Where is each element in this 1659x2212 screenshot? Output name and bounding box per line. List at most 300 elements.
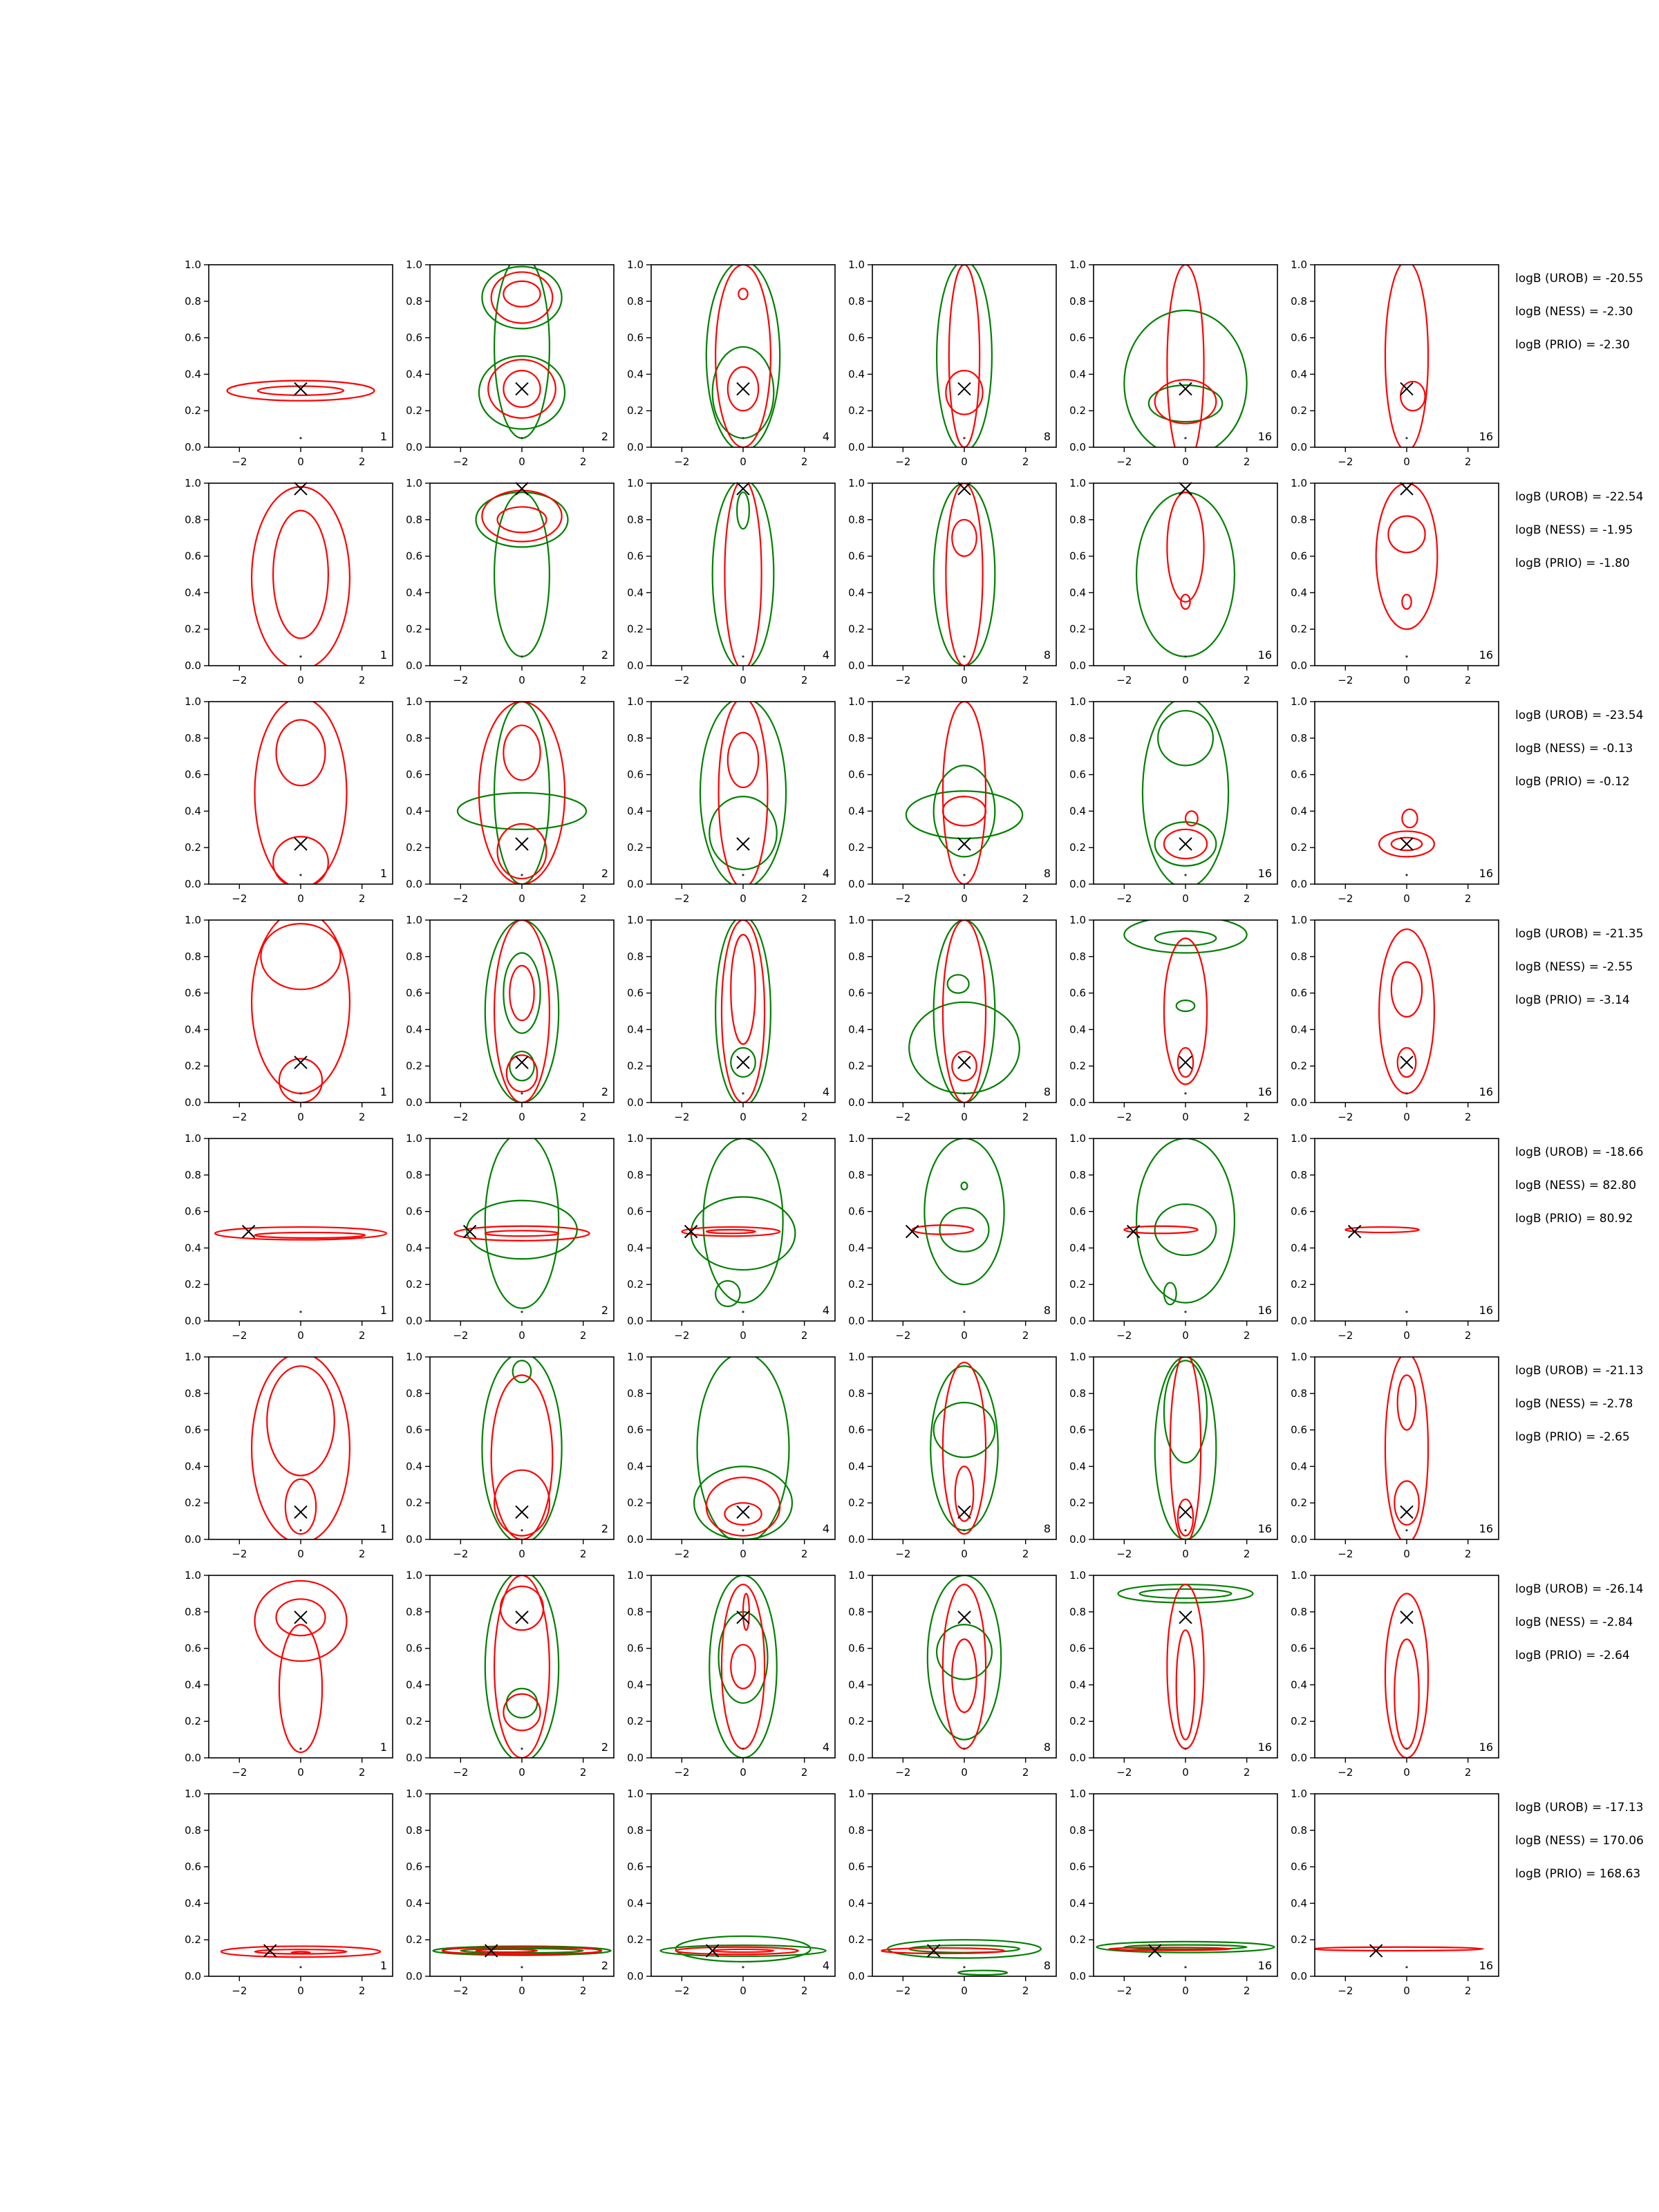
corner-label: 2 [601, 1304, 608, 1317]
x-marker [737, 1056, 749, 1069]
x-tick-label: 0 [961, 674, 968, 686]
y-tick-label: 0.2 [185, 841, 201, 854]
panel-contours [479, 256, 565, 440]
y-tick-label: 0.2 [848, 404, 865, 418]
reference-dot [963, 1311, 965, 1313]
y-tick-label: 0.6 [627, 1642, 644, 1655]
y-tick-label: 1.0 [1291, 1788, 1307, 1800]
y-tick-label: 1.0 [627, 259, 644, 271]
logb-score: logB (NESS) = -2.84 [1515, 1615, 1633, 1629]
logb-score: logB (PRIO) = -0.12 [1515, 775, 1630, 789]
x-tick-label: −2 [232, 1985, 247, 1997]
panel-frame [651, 702, 835, 884]
x-tick-label: −2 [1116, 1985, 1132, 1997]
y-tick-label: 0.4 [627, 805, 644, 818]
x-tick-label: −2 [232, 1111, 247, 1123]
green-contour [958, 1971, 1007, 1975]
red-contour [1398, 1375, 1416, 1430]
y-tick-label: 0.8 [1291, 1605, 1307, 1618]
x-tick-label: −2 [1338, 456, 1353, 468]
red-contour [1177, 1630, 1195, 1739]
red-contour [719, 698, 768, 888]
x-tick-label: −2 [1116, 1766, 1132, 1779]
y-tick-label: 0.8 [848, 513, 865, 526]
y-tick-label: 0.6 [627, 986, 644, 1000]
x-marker [294, 838, 307, 850]
y-tick-label: 0.4 [627, 586, 644, 599]
x-tick-label: 2 [358, 674, 366, 686]
x-tick-label: −2 [232, 456, 247, 468]
panel-contours [715, 917, 771, 1107]
y-tick-label: 0.0 [1069, 878, 1086, 890]
y-tick-label: 0.8 [406, 950, 422, 963]
panel-contours [1379, 929, 1434, 1094]
y-tick-label: 0.2 [185, 1278, 201, 1291]
y-tick-label: 0.2 [1291, 623, 1307, 636]
y-tick-label: 0.0 [627, 878, 644, 890]
red-contour [949, 265, 980, 447]
x-tick-label: 0 [740, 674, 747, 686]
panel-contours [252, 911, 350, 1103]
y-tick-label: 0.2 [406, 1060, 422, 1073]
y-tick-label: 0.6 [1291, 768, 1307, 781]
red-contour [255, 698, 347, 888]
y-tick-label: 0.2 [848, 1933, 865, 1947]
y-tick-label: 1.0 [1069, 1788, 1086, 1800]
x-tick-label: 0 [740, 892, 747, 905]
y-tick-label: 0.8 [1291, 1824, 1307, 1837]
x-tick-label: 2 [358, 1329, 366, 1342]
x-tick-label: −2 [1116, 892, 1132, 905]
y-tick-label: 0.4 [406, 1678, 422, 1691]
logb-score: logB (NESS) = -0.13 [1515, 742, 1633, 756]
panel-contours [713, 480, 774, 670]
x-tick-label: 2 [1464, 456, 1472, 468]
x-tick-label: 0 [297, 1111, 304, 1123]
logb-score: logB (UROB) = -22.54 [1515, 490, 1644, 504]
x-tick-label: −2 [895, 456, 911, 468]
y-tick-label: 1.0 [1069, 1351, 1086, 1363]
green-contour [697, 1353, 789, 1544]
y-tick-label: 1.0 [1069, 695, 1086, 708]
x-tick-label: 0 [961, 456, 968, 468]
y-tick-label: 0.0 [1069, 1970, 1086, 1983]
x-tick-label: −2 [1338, 892, 1353, 905]
y-tick-label: 1.0 [185, 259, 201, 271]
reference-dot [299, 1966, 301, 1968]
corner-label: 16 [1479, 1304, 1493, 1317]
x-marker [958, 482, 971, 495]
y-tick-label: 0.2 [1291, 1933, 1307, 1947]
y-tick-label: 0.0 [1069, 1315, 1086, 1327]
y-tick-label: 0.6 [627, 1423, 644, 1436]
y-tick-label: 0.2 [848, 623, 865, 636]
panel-r7-c2 [406, 1569, 614, 1779]
y-tick-label: 0.2 [848, 841, 865, 854]
green-contour [485, 1572, 559, 1762]
y-tick-label: 0.8 [627, 1168, 644, 1181]
x-tick-label: 2 [1243, 456, 1250, 468]
x-tick-label: 0 [961, 1985, 968, 1997]
y-tick-label: 0.6 [406, 331, 422, 344]
y-tick-label: 0.4 [185, 1023, 201, 1036]
y-tick-label: 0.4 [406, 805, 422, 818]
y-tick-label: 0.8 [1069, 294, 1086, 308]
green-contour [1118, 1584, 1253, 1602]
corner-label: 2 [601, 430, 608, 443]
x-tick-label: −2 [895, 1766, 911, 1779]
x-tick-label: −2 [895, 674, 911, 686]
panel-r8-c6 [1291, 1788, 1499, 1997]
red-contour [1155, 379, 1217, 423]
x-tick-label: 0 [1182, 674, 1189, 686]
red-contour [1379, 929, 1434, 1094]
corner-label: 4 [822, 430, 830, 443]
panel-contours [1379, 809, 1434, 877]
y-tick-label: 0.4 [406, 586, 422, 599]
green-contour [507, 1689, 537, 1718]
y-tick-label: 1.0 [627, 1569, 644, 1582]
y-tick-label: 0.0 [406, 1752, 422, 1764]
red-contour [252, 1353, 350, 1544]
y-tick-label: 1.0 [627, 1351, 644, 1363]
x-tick-label: −2 [674, 892, 690, 905]
y-tick-label: 0.8 [185, 731, 201, 744]
logb-score: logB (PRIO) = -3.14 [1515, 993, 1630, 1007]
x-marker [958, 383, 971, 395]
x-tick-label: 2 [1022, 1111, 1029, 1123]
panel-contours [930, 1362, 998, 1534]
corner-label: 1 [379, 648, 387, 662]
green-contour [940, 1208, 989, 1251]
y-tick-label: 1.0 [627, 477, 644, 489]
y-tick-label: 1.0 [1069, 259, 1086, 271]
x-tick-label: 0 [1403, 456, 1410, 468]
panel-contours [1096, 1942, 1274, 1969]
y-tick-label: 0.0 [406, 441, 422, 453]
panel-r6-c1 [185, 1351, 393, 1560]
y-tick-label: 0.8 [848, 950, 865, 963]
reference-dot [742, 437, 744, 439]
y-tick-label: 0.6 [848, 550, 865, 563]
y-tick-label: 0.8 [185, 513, 201, 526]
y-tick-label: 0.8 [406, 1168, 422, 1181]
red-contour [943, 1584, 986, 1749]
corner-label: 2 [601, 1959, 608, 1972]
red-contour [675, 1947, 798, 1955]
x-marker [1400, 482, 1413, 495]
panel-frame [651, 265, 835, 447]
corner-label: 8 [1043, 1522, 1051, 1535]
x-tick-label: 2 [1243, 1985, 1250, 1997]
reference-dot [963, 655, 965, 657]
reference-dot [1405, 1092, 1407, 1094]
y-tick-label: 1.0 [1291, 914, 1307, 926]
y-tick-label: 0.6 [1291, 1205, 1307, 1218]
panel-frame [430, 1138, 614, 1321]
panel-frame [1094, 483, 1277, 666]
panel-r6-c2 [406, 1351, 614, 1560]
red-contour [255, 1232, 366, 1238]
x-tick-label: 0 [1403, 1985, 1410, 1997]
y-tick-label: 0.2 [1069, 623, 1086, 636]
corner-label: 2 [601, 648, 608, 662]
green-contour [928, 1575, 1001, 1740]
x-tick-label: −2 [1116, 1111, 1132, 1123]
y-tick-label: 0.2 [1069, 404, 1086, 418]
panel-r1-c4 [848, 259, 1056, 468]
x-tick-label: 0 [961, 1329, 968, 1342]
x-tick-label: 0 [1403, 1548, 1410, 1560]
panel-r6-c3 [627, 1351, 835, 1560]
logb-score: logB (PRIO) = 80.92 [1515, 1212, 1633, 1226]
y-tick-label: 0.8 [185, 1387, 201, 1400]
y-tick-label: 0.6 [1291, 1860, 1307, 1873]
y-tick-label: 1.0 [406, 1132, 422, 1145]
x-tick-label: 0 [740, 1329, 747, 1342]
logb-score: logB (PRIO) = -2.65 [1515, 1430, 1630, 1444]
panel-r8-c4 [848, 1788, 1056, 1997]
y-tick-label: 0.6 [848, 1423, 865, 1436]
x-tick-label: −2 [232, 1329, 247, 1342]
y-tick-label: 0.0 [185, 1315, 201, 1327]
red-contour [1312, 1947, 1483, 1951]
y-tick-label: 0.0 [627, 1096, 644, 1109]
reference-dot [521, 1966, 523, 1968]
y-tick-label: 0.2 [1291, 1497, 1307, 1510]
red-contour [1391, 962, 1422, 1017]
y-tick-label: 0.6 [848, 1860, 865, 1873]
panel-r7-c3 [627, 1569, 835, 1779]
panel-contours [1385, 261, 1428, 451]
y-tick-label: 0.8 [848, 731, 865, 744]
red-contour [454, 1226, 589, 1241]
y-tick-label: 0.2 [185, 404, 201, 418]
y-tick-label: 0.6 [406, 1860, 422, 1873]
corner-label: 1 [379, 430, 387, 443]
x-tick-label: 0 [297, 674, 304, 686]
x-tick-label: −2 [1116, 674, 1132, 686]
red-contour [952, 1639, 976, 1712]
panel-r6-c6 [1291, 1351, 1499, 1560]
logb-score: logB (PRIO) = -2.30 [1515, 338, 1630, 352]
x-marker [958, 1056, 971, 1069]
x-marker [464, 1226, 476, 1238]
reference-dot [521, 655, 523, 657]
x-tick-label: −2 [232, 1548, 247, 1560]
reference-dot [1405, 1529, 1407, 1531]
y-tick-label: 0.4 [185, 586, 201, 599]
red-contour [943, 796, 986, 825]
panel-r7-c5 [1069, 1569, 1277, 1779]
red-contour [706, 1230, 756, 1233]
y-tick-label: 0.4 [848, 1241, 865, 1255]
y-tick-label: 0.6 [1069, 1860, 1086, 1873]
corner-label: 16 [1257, 648, 1272, 662]
panel-contours [906, 702, 1022, 884]
y-tick-label: 0.4 [1069, 368, 1086, 381]
logb-score: logB (PRIO) = -2.64 [1515, 1649, 1630, 1662]
green-contour [719, 1612, 768, 1703]
x-tick-label: −2 [453, 674, 469, 686]
x-tick-label: 0 [297, 1548, 304, 1560]
x-tick-label: 0 [740, 1985, 747, 1997]
x-tick-label: 2 [1464, 1548, 1472, 1560]
y-tick-label: 0.0 [185, 441, 201, 453]
panel-frame [872, 483, 1056, 666]
panel-r7-c4 [848, 1569, 1056, 1779]
x-tick-label: −2 [453, 1548, 469, 1560]
y-tick-label: 0.6 [406, 768, 422, 781]
panel-contours [937, 261, 992, 451]
y-tick-label: 0.0 [406, 659, 422, 672]
x-tick-label: 2 [1464, 892, 1472, 905]
green-contour [948, 975, 969, 993]
x-tick-label: 0 [297, 892, 304, 905]
y-tick-label: 0.0 [1069, 441, 1086, 453]
y-tick-label: 0.0 [627, 659, 644, 672]
y-tick-label: 0.4 [1291, 586, 1307, 599]
y-tick-label: 0.6 [1069, 1642, 1086, 1655]
y-tick-label: 0.2 [185, 1497, 201, 1510]
panel-frame [430, 920, 614, 1103]
x-tick-label: 0 [1403, 1329, 1410, 1342]
reference-dot [742, 1747, 744, 1750]
y-tick-label: 0.6 [1291, 1642, 1307, 1655]
corner-label: 16 [1257, 1741, 1272, 1754]
panel-r7-c1 [185, 1569, 393, 1779]
y-tick-label: 0.4 [1069, 1023, 1086, 1036]
y-tick-label: 0.4 [848, 368, 865, 381]
corner-label: 8 [1043, 1959, 1051, 1972]
y-tick-label: 0.6 [185, 1423, 201, 1436]
x-marker [737, 383, 749, 395]
corner-label: 16 [1479, 1085, 1493, 1098]
panel-frame [872, 920, 1056, 1103]
x-tick-label: 2 [800, 674, 808, 686]
y-tick-label: 0.2 [406, 1497, 422, 1510]
red-contour [1388, 516, 1425, 553]
y-tick-label: 0.2 [627, 1278, 644, 1291]
reference-dot [299, 1092, 301, 1094]
x-tick-label: −2 [1338, 1985, 1353, 1997]
x-marker [1179, 838, 1192, 850]
reference-dot [963, 874, 965, 876]
y-tick-label: 0.6 [185, 986, 201, 1000]
y-tick-label: 0.4 [848, 805, 865, 818]
reference-dot [1184, 1966, 1186, 1968]
panel-r2-c6 [1291, 477, 1499, 686]
x-marker [1400, 1611, 1413, 1624]
reference-dot [521, 1747, 523, 1750]
y-tick-label: 0.0 [185, 1970, 201, 1983]
x-tick-label: 2 [358, 892, 366, 905]
x-tick-label: 0 [1182, 1985, 1189, 1997]
y-tick-label: 0.8 [1291, 731, 1307, 744]
y-tick-label: 0.4 [185, 368, 201, 381]
y-tick-label: 0.0 [627, 1970, 644, 1983]
y-tick-label: 1.0 [406, 1569, 422, 1582]
red-contour [1394, 1481, 1418, 1525]
reference-dot [963, 1747, 965, 1750]
x-marker [958, 1611, 971, 1624]
y-tick-label: 0.8 [406, 513, 422, 526]
green-contour [494, 492, 550, 657]
logb-score: logB (UROB) = -21.35 [1515, 927, 1644, 941]
panel-r5-c6 [1291, 1132, 1499, 1342]
corner-label: 1 [379, 1959, 387, 1972]
y-tick-label: 0.2 [627, 1497, 644, 1510]
y-tick-label: 0.6 [406, 1423, 422, 1436]
reference-dot [299, 1529, 301, 1531]
corner-label: 2 [601, 1522, 608, 1535]
reference-dot [521, 1529, 523, 1531]
y-tick-label: 0.4 [406, 1460, 422, 1473]
reference-dot [1184, 437, 1186, 439]
y-tick-label: 0.8 [185, 1824, 201, 1837]
panel-r8-c2 [406, 1788, 614, 1997]
x-tick-label: 2 [1022, 1548, 1029, 1560]
red-contour [494, 920, 550, 1103]
panel-r2-c4 [848, 477, 1056, 686]
green-contour [1124, 917, 1246, 953]
red-contour [731, 935, 755, 1044]
y-tick-label: 0.6 [848, 1642, 865, 1655]
x-tick-label: 2 [579, 1111, 587, 1123]
corner-label: 16 [1479, 648, 1493, 662]
x-tick-label: 0 [1182, 1766, 1189, 1779]
green-contour [467, 1201, 577, 1259]
y-tick-label: 0.0 [1069, 1533, 1086, 1546]
y-tick-label: 1.0 [1291, 259, 1307, 271]
reference-dot [299, 874, 301, 876]
x-marker [243, 1226, 255, 1238]
y-tick-label: 0.8 [627, 294, 644, 308]
green-contour [713, 347, 774, 438]
panel-contours [700, 698, 786, 888]
x-tick-label: 2 [1243, 674, 1250, 686]
panel-r2-c3 [627, 477, 835, 686]
y-tick-label: 1.0 [406, 914, 422, 926]
x-tick-label: −2 [453, 892, 469, 905]
x-tick-label: 2 [1022, 674, 1029, 686]
red-contour [946, 371, 982, 414]
panel-r5-c1 [185, 1132, 393, 1342]
y-tick-label: 1.0 [1291, 1132, 1307, 1145]
panel-contours [485, 1572, 559, 1762]
green-contour [715, 1281, 740, 1306]
y-tick-label: 0.4 [1069, 1678, 1086, 1691]
panel-r5-c2 [406, 1132, 614, 1342]
x-marker [1179, 1611, 1192, 1624]
y-tick-label: 0.2 [185, 1933, 201, 1947]
y-tick-label: 0.2 [406, 841, 422, 854]
corner-label: 4 [822, 1741, 830, 1754]
corner-label: 4 [822, 648, 830, 662]
y-tick-label: 0.6 [406, 1642, 422, 1655]
panel-frame [872, 265, 1056, 447]
reference-dot [1405, 1311, 1407, 1313]
x-tick-label: 0 [1403, 674, 1410, 686]
reference-dot [1405, 655, 1407, 657]
y-tick-label: 0.0 [1291, 441, 1307, 453]
green-contour [703, 1138, 782, 1303]
x-tick-label: 2 [1243, 1329, 1250, 1342]
green-contour [906, 791, 1022, 838]
x-marker [737, 838, 749, 850]
y-tick-label: 0.2 [848, 1715, 865, 1728]
panel-contours [881, 1940, 1041, 1975]
